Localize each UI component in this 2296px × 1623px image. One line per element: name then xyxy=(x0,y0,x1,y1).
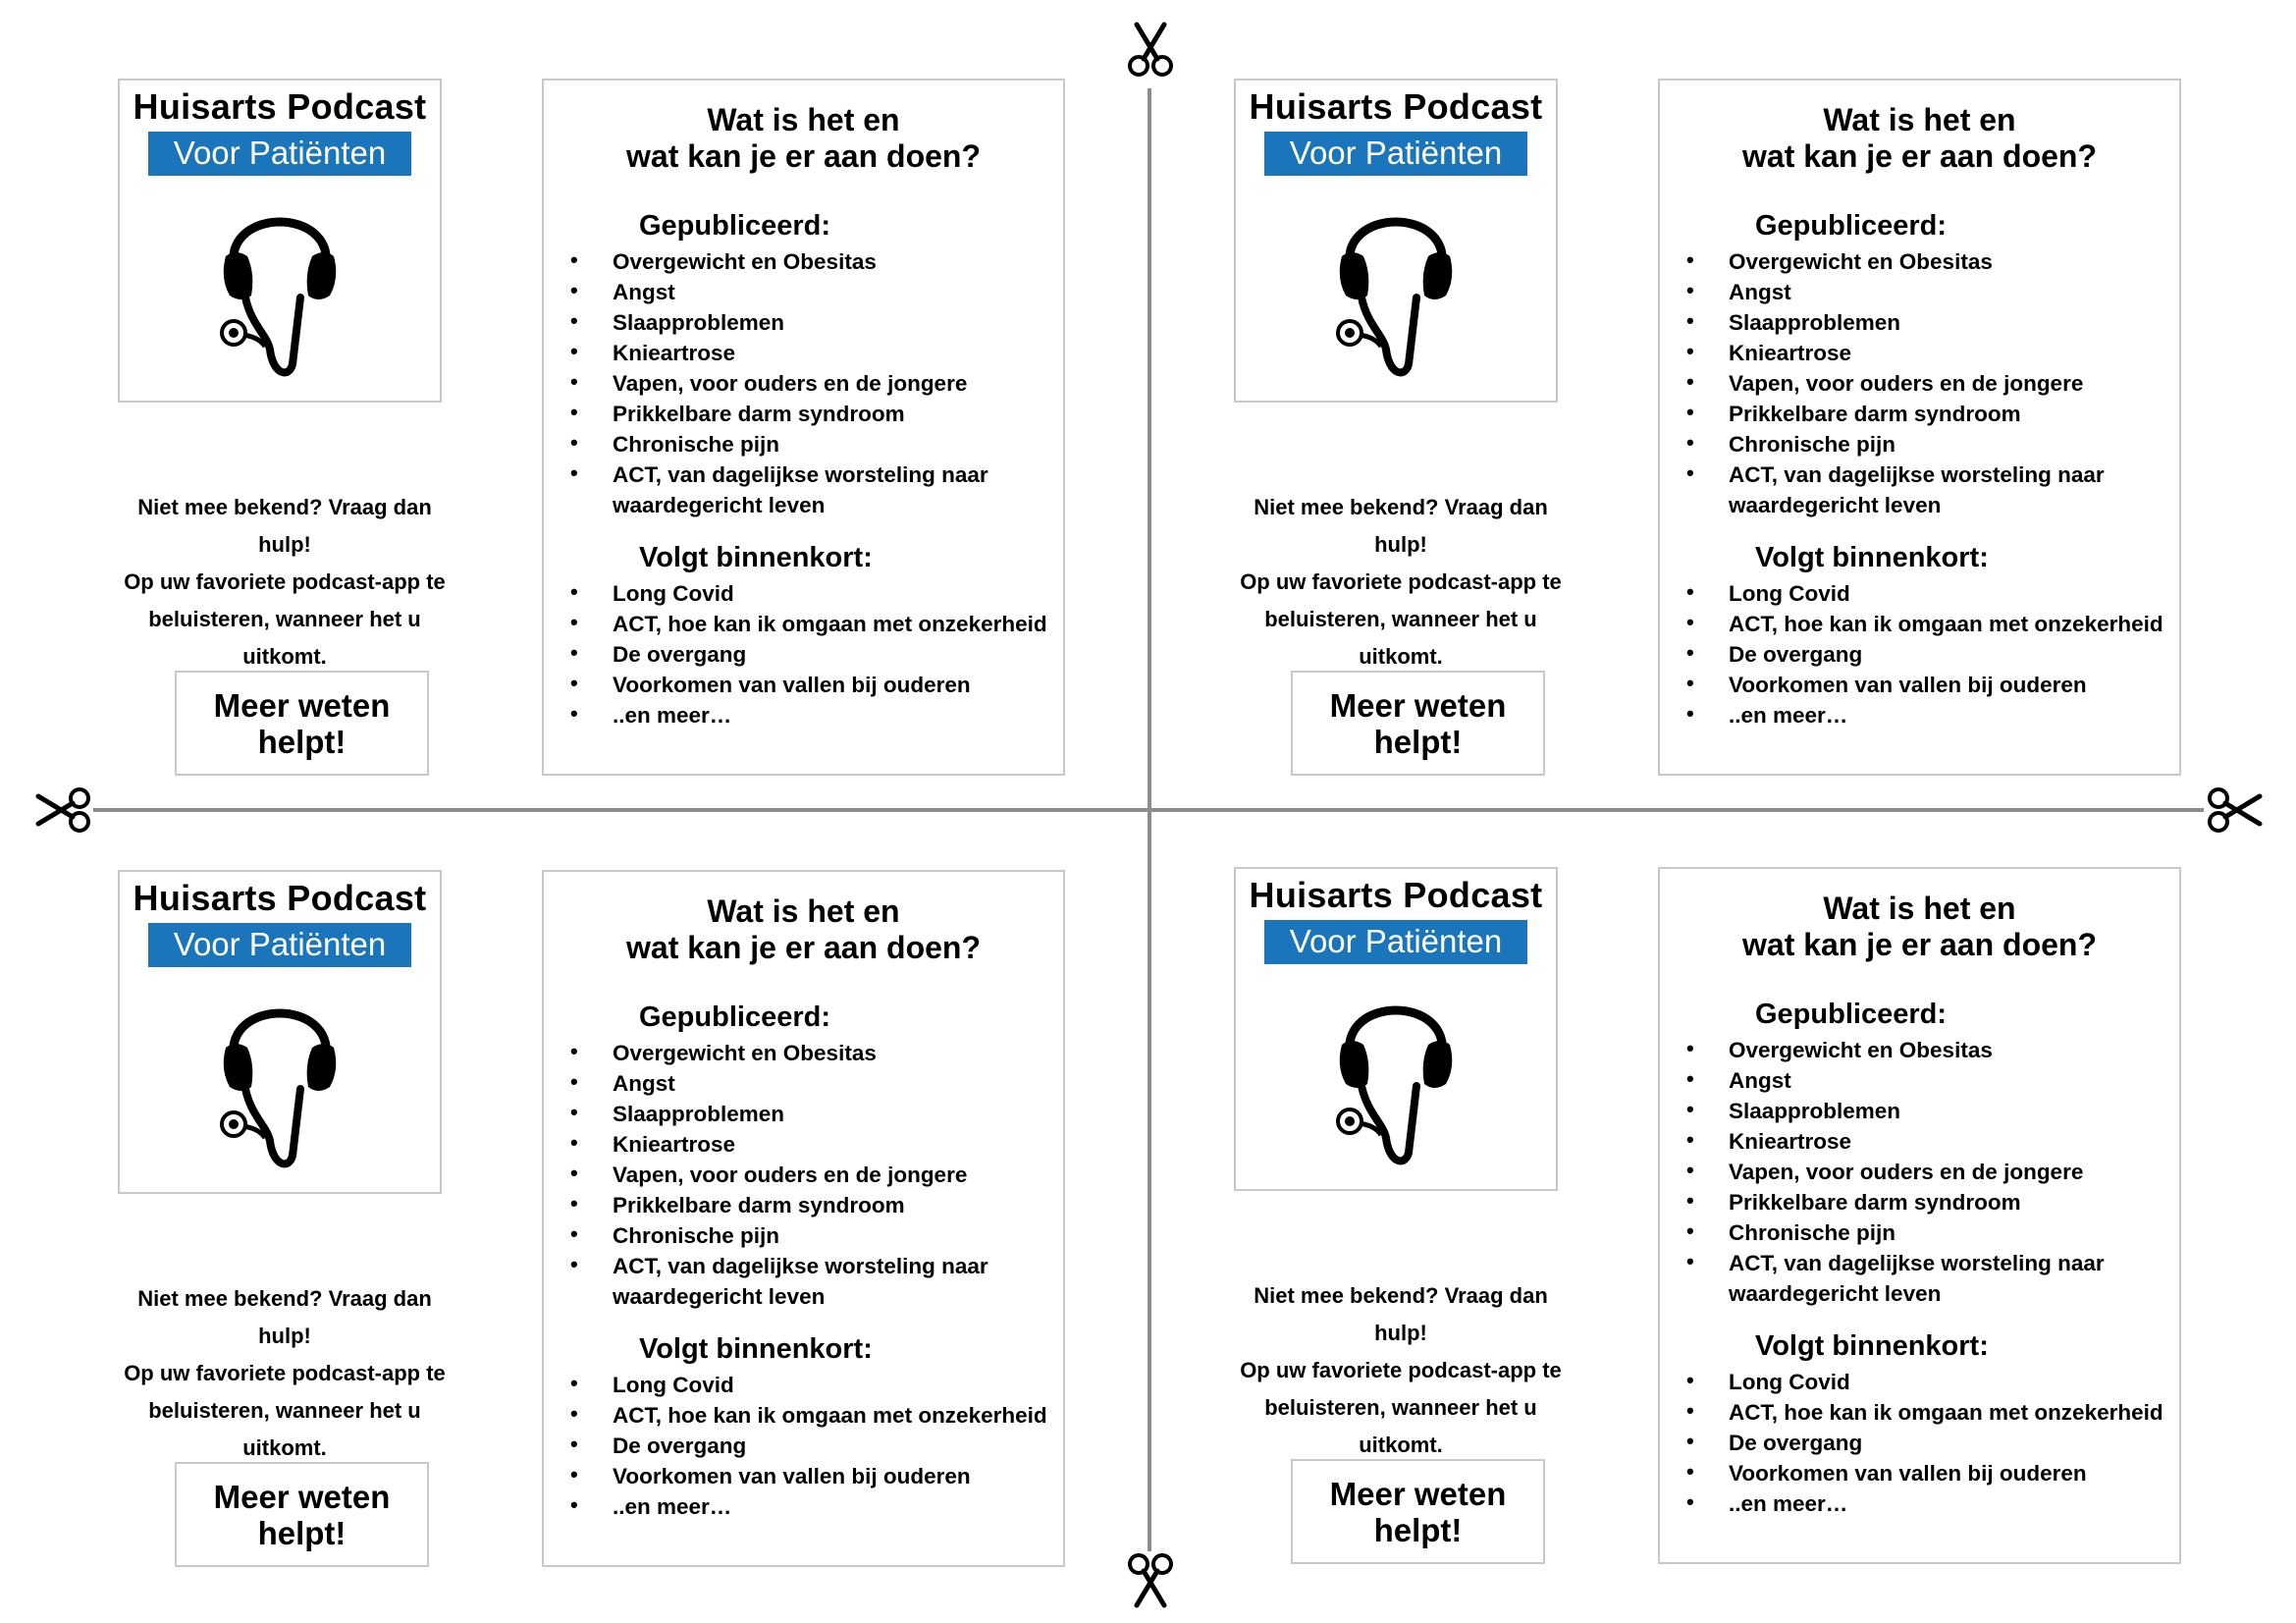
list-item: • Long Covid xyxy=(544,1370,1063,1400)
logo-banner: Voor Patiënten xyxy=(1264,920,1527,964)
list-item: • Knieartrose xyxy=(544,338,1063,368)
cta-line: helpt! xyxy=(1373,1512,1463,1548)
promo-line: Niet mee bekend? Vraag dan hulp! xyxy=(1254,1283,1548,1345)
published-heading: Gepubliceerd: xyxy=(1755,999,1947,1030)
list-item: • Long Covid xyxy=(1660,1367,2179,1397)
flyer-bottom-left xyxy=(29,801,1129,1551)
podcast-logo xyxy=(118,79,442,403)
episode-card xyxy=(1658,867,2181,1564)
scissors-icon xyxy=(1121,1549,1180,1608)
upcoming-list xyxy=(1660,1367,2179,1519)
headphone-stethoscope-icon xyxy=(216,188,344,384)
card-heading xyxy=(1660,891,2179,963)
promo-line: beluisteren, wanneer het u uitkomt. xyxy=(148,1398,421,1460)
flyer-top-right xyxy=(1146,10,2245,760)
list-item: • Vapen, voor ouders en de jongere xyxy=(1660,368,2179,399)
upcoming-heading: Volgt binnenkort: xyxy=(1755,1330,1989,1362)
headphone-stethoscope-icon xyxy=(1332,188,1460,384)
promo-line: Niet mee bekend? Vraag dan hulp! xyxy=(137,1286,432,1348)
published-heading: Gepubliceerd: xyxy=(1755,210,1947,242)
promo-text xyxy=(1239,489,1563,676)
list-item: • Vapen, voor ouders en de jongere xyxy=(544,368,1063,399)
list-item: • Knieartrose xyxy=(1660,1126,2179,1157)
list-item: • ..en meer… xyxy=(1660,700,2179,730)
info-callout xyxy=(175,671,429,776)
list-item: • Knieartrose xyxy=(1660,338,2179,368)
list-item: • Slaapproblemen xyxy=(1660,1096,2179,1126)
logo-banner: Voor Patiënten xyxy=(1264,132,1527,176)
published-list xyxy=(1660,246,2179,520)
list-item: • Prikkelbare darm syndroom xyxy=(1660,399,2179,429)
promo-line: beluisteren, wanneer het u uitkomt. xyxy=(148,607,421,669)
list-item: • ACT, van dagelijkse worsteling naar waardegericht leven xyxy=(1660,460,2179,520)
upcoming-heading: Volgt binnenkort: xyxy=(639,542,873,573)
episode-card xyxy=(542,79,1065,776)
list-item: • Vapen, voor ouders en de jongere xyxy=(544,1160,1063,1190)
scissors-icon xyxy=(2204,781,2263,839)
info-callout xyxy=(175,1462,429,1567)
heading-line: Wat is het en xyxy=(1823,891,2016,926)
upcoming-list xyxy=(544,578,1063,730)
list-item: • ACT, van dagelijkse worsteling naar waardegericht leven xyxy=(1660,1248,2179,1309)
upcoming-heading: Volgt binnenkort: xyxy=(639,1333,873,1365)
list-item: • Voorkomen van vallen bij ouderen xyxy=(544,1461,1063,1491)
cta-line: helpt! xyxy=(257,724,347,760)
upcoming-heading: Volgt binnenkort: xyxy=(1755,542,1989,573)
flyer-bottom-right xyxy=(1146,798,2245,1548)
scissors-icon xyxy=(1121,22,1180,81)
cta-line: Meer weten xyxy=(1329,1476,1507,1512)
list-item: • De overgang xyxy=(544,639,1063,670)
published-heading: Gepubliceerd: xyxy=(639,210,830,242)
logo-title: Huisarts Podcast xyxy=(133,878,427,918)
list-item: • Prikkelbare darm syndroom xyxy=(1660,1187,2179,1217)
cta-line: Meer weten xyxy=(213,1479,391,1515)
list-item: • Chronische pijn xyxy=(544,429,1063,460)
list-item: • Angst xyxy=(544,277,1063,307)
list-item: • De overgang xyxy=(544,1431,1063,1461)
info-callout xyxy=(1291,671,1545,776)
published-list xyxy=(1660,1035,2179,1309)
list-item: • Overgewicht en Obesitas xyxy=(1660,246,2179,277)
cta-line: helpt! xyxy=(1373,724,1463,760)
heading-line: wat kan je er aan doen? xyxy=(1742,138,2097,174)
promo-line: Niet mee bekend? Vraag dan hulp! xyxy=(1254,495,1548,557)
list-item: • Chronische pijn xyxy=(544,1220,1063,1251)
list-item: • Knieartrose xyxy=(544,1129,1063,1160)
list-item: • Overgewicht en Obesitas xyxy=(1660,1035,2179,1065)
list-item: • ACT, van dagelijkse worsteling naar waardegericht leven xyxy=(544,460,1063,520)
list-item: • Long Covid xyxy=(1660,578,2179,609)
flyer-top-left xyxy=(29,10,1129,760)
promo-text xyxy=(1239,1277,1563,1464)
promo-line: Niet mee bekend? Vraag dan hulp! xyxy=(137,495,432,557)
list-item: • Overgewicht en Obesitas xyxy=(544,246,1063,277)
heading-line: Wat is het en xyxy=(1823,102,2016,137)
promo-line: beluisteren, wanneer het u uitkomt. xyxy=(1264,1395,1537,1457)
logo-title: Huisarts Podcast xyxy=(133,86,427,127)
vertical-cut-line xyxy=(1148,88,1151,1551)
episode-card xyxy=(542,870,1065,1567)
list-item: • Chronische pijn xyxy=(1660,429,2179,460)
list-item: • Prikkelbare darm syndroom xyxy=(544,1190,1063,1220)
info-callout xyxy=(1291,1459,1545,1564)
promo-line: Op uw favoriete podcast-app te xyxy=(124,569,446,594)
list-item: • ..en meer… xyxy=(544,700,1063,730)
logo-banner: Voor Patiënten xyxy=(148,923,411,967)
list-item: • ..en meer… xyxy=(544,1491,1063,1522)
promo-line: Op uw favoriete podcast-app te xyxy=(124,1361,446,1385)
list-item: • Long Covid xyxy=(544,578,1063,609)
published-heading: Gepubliceerd: xyxy=(639,1001,830,1033)
list-item: • ACT, hoe kan ik omgaan met onzekerheid xyxy=(544,609,1063,639)
heading-line: wat kan je er aan doen? xyxy=(1742,927,2097,962)
list-item: • Angst xyxy=(544,1068,1063,1099)
scissors-icon xyxy=(35,781,94,839)
cta-line: helpt! xyxy=(257,1515,347,1551)
podcast-logo xyxy=(1234,79,1558,403)
card-heading xyxy=(544,102,1063,175)
list-item: • Slaapproblemen xyxy=(544,1099,1063,1129)
upcoming-list xyxy=(544,1370,1063,1522)
promo-line: beluisteren, wanneer het u uitkomt. xyxy=(1264,607,1537,669)
list-item: • De overgang xyxy=(1660,1428,2179,1458)
card-heading xyxy=(544,893,1063,966)
logo-banner: Voor Patiënten xyxy=(148,132,411,176)
heading-line: Wat is het en xyxy=(707,893,900,929)
list-item: • ACT, van dagelijkse worsteling naar waardegericht leven xyxy=(544,1251,1063,1312)
list-item: • ACT, hoe kan ik omgaan met onzekerheid xyxy=(544,1400,1063,1431)
podcast-logo xyxy=(1234,867,1558,1191)
list-item: • Voorkomen van vallen bij ouderen xyxy=(1660,670,2179,700)
list-item: • Prikkelbare darm syndroom xyxy=(544,399,1063,429)
list-item: • Voorkomen van vallen bij ouderen xyxy=(1660,1458,2179,1488)
list-item: • Chronische pijn xyxy=(1660,1217,2179,1248)
list-item: • ACT, hoe kan ik omgaan met onzekerheid xyxy=(1660,609,2179,639)
logo-title: Huisarts Podcast xyxy=(1249,86,1543,127)
podcast-logo xyxy=(118,870,442,1194)
list-item: • De overgang xyxy=(1660,639,2179,670)
episode-card xyxy=(1658,79,2181,776)
card-heading xyxy=(1660,102,2179,175)
published-list xyxy=(544,246,1063,520)
list-item: • Vapen, voor ouders en de jongere xyxy=(1660,1157,2179,1187)
list-item: • Angst xyxy=(1660,1065,2179,1096)
list-item: • Overgewicht en Obesitas xyxy=(544,1038,1063,1068)
list-item: • ..en meer… xyxy=(1660,1488,2179,1519)
heading-line: wat kan je er aan doen? xyxy=(626,930,981,965)
list-item: • Slaapproblemen xyxy=(544,307,1063,338)
horizontal-cut-line xyxy=(93,808,2204,812)
promo-line: Op uw favoriete podcast-app te xyxy=(1240,569,1562,594)
promo-text xyxy=(123,1280,447,1467)
promo-text xyxy=(123,489,447,676)
upcoming-list xyxy=(1660,578,2179,730)
headphone-stethoscope-icon xyxy=(1332,976,1460,1172)
list-item: • Voorkomen van vallen bij ouderen xyxy=(544,670,1063,700)
cta-line: Meer weten xyxy=(213,687,391,724)
promo-line: Op uw favoriete podcast-app te xyxy=(1240,1358,1562,1382)
heading-line: Wat is het en xyxy=(707,102,900,137)
logo-title: Huisarts Podcast xyxy=(1249,875,1543,915)
headphone-stethoscope-icon xyxy=(216,979,344,1175)
list-item: • Angst xyxy=(1660,277,2179,307)
published-list xyxy=(544,1038,1063,1312)
list-item: • Slaapproblemen xyxy=(1660,307,2179,338)
heading-line: wat kan je er aan doen? xyxy=(626,138,981,174)
list-item: • ACT, hoe kan ik omgaan met onzekerheid xyxy=(1660,1397,2179,1428)
cta-line: Meer weten xyxy=(1329,687,1507,724)
